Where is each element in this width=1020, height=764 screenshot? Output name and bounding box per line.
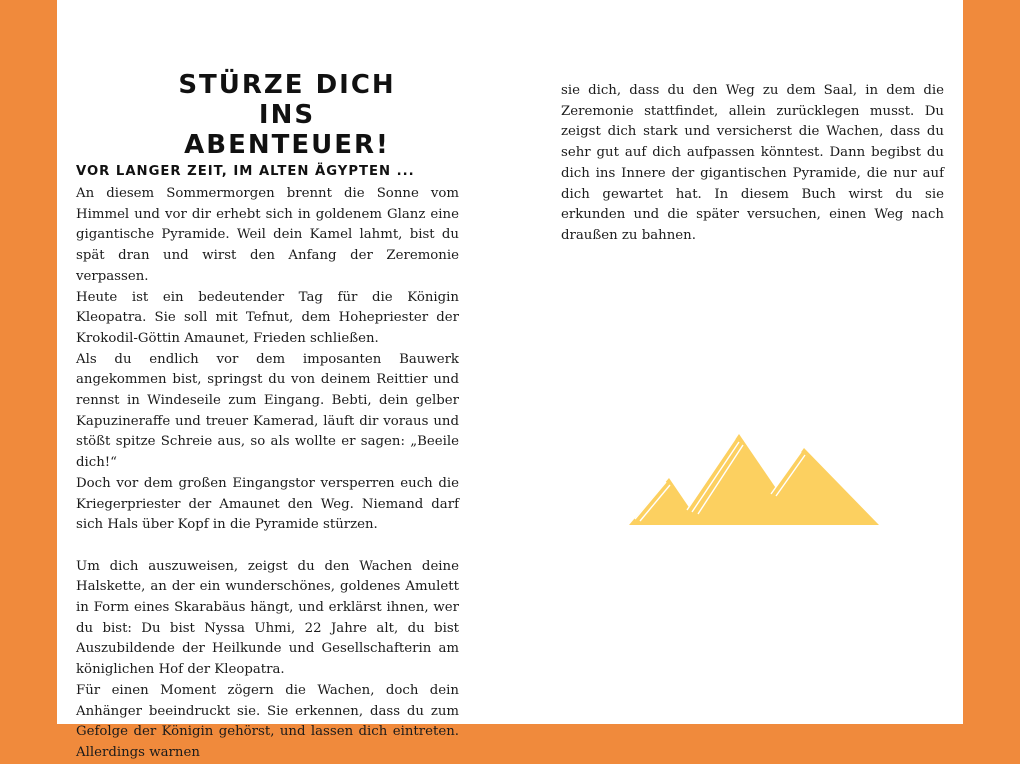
book-page: [57, 0, 963, 760]
paragraph: Doch vor dem großen Eingangstor versperren euch die Kriegerpriester der Amaunet den Weg. Niemand darf sich Hals über Kopf in die Pyramide stürzen.: [76, 475, 459, 533]
left-text-column: [76, 184, 459, 764]
paragraph: Für einen Moment zögern die Wachen, doch dein Anhänger beeindruckt sie. Sie erkennen, dass du zum Gefolge der Königin gehörst, und lassen dich eintreten. Allerdings warnen: [76, 682, 459, 760]
paragraph: Heute ist ein bedeutender Tag für die Königin Kleopatra. Sie soll mit Tefnut, dem Hohepriester der Krokodil-Göttin Amaunet, Frieden schließen.: [76, 289, 459, 346]
right-text-column: [561, 81, 944, 247]
paragraph-gap: [76, 536, 459, 557]
pyramids-icon: [629, 430, 879, 528]
paragraph: sie dich, dass du den Weg zu dem Saal, in dem die Zeremonie stattfindet, allein zurücklegen musst. Du zeigst dich stark und versicherst die Wachen, dass du sehr gut auf dich aufpassen könntest. Dann begibst du dich ins Innere der gigantischen Pyramide, die nur auf dich gewartet hat. In diesem Buch wirst du sie erkunden und die später versuchen, einen Weg nach draußen zu bahnen.: [561, 83, 944, 243]
page-title: STÜRZE DICH INS ABENTEUER!: [178, 70, 396, 160]
section-subheading: VOR LANGER ZEIT, IM ALTEN ÄGYPTEN ...: [76, 164, 415, 179]
paragraph: Um dich auszuweisen, zeigst du den Wachen deine Halskette, an der ein wunderschönes, goldenes Amulett in Form eines Skarabäus hängt, und erklärst ihnen, wer du bist: Du bist Nyssa Uhmi, 22 Jahre alt, du bist Auszubildende der Heilkunde und Gesellschafterin am königlichen Hof der Kleopatra.: [76, 558, 459, 678]
paragraph: Als du endlich vor dem imposanten Bauwerk angekommen bist, springst du von deinem Reittier und rennst in Windeseile zum Eingang. Bebti, dein gelber Kapuzineraffe und treuer Kamerad, läuft dir voraus und stößt spitze Schreie aus, so als wollte er sagen: „Beeile dich!“: [76, 351, 459, 471]
paragraph: An diesem Sommermorgen brennt die Sonne vom Himmel und vor dir erhebt sich in goldenem Glanz eine gigantische Pyramide. Weil dein Kamel lahmt, bist du spät dran und wirst den Anfang der Zeremonie verpassen.: [76, 186, 459, 284]
